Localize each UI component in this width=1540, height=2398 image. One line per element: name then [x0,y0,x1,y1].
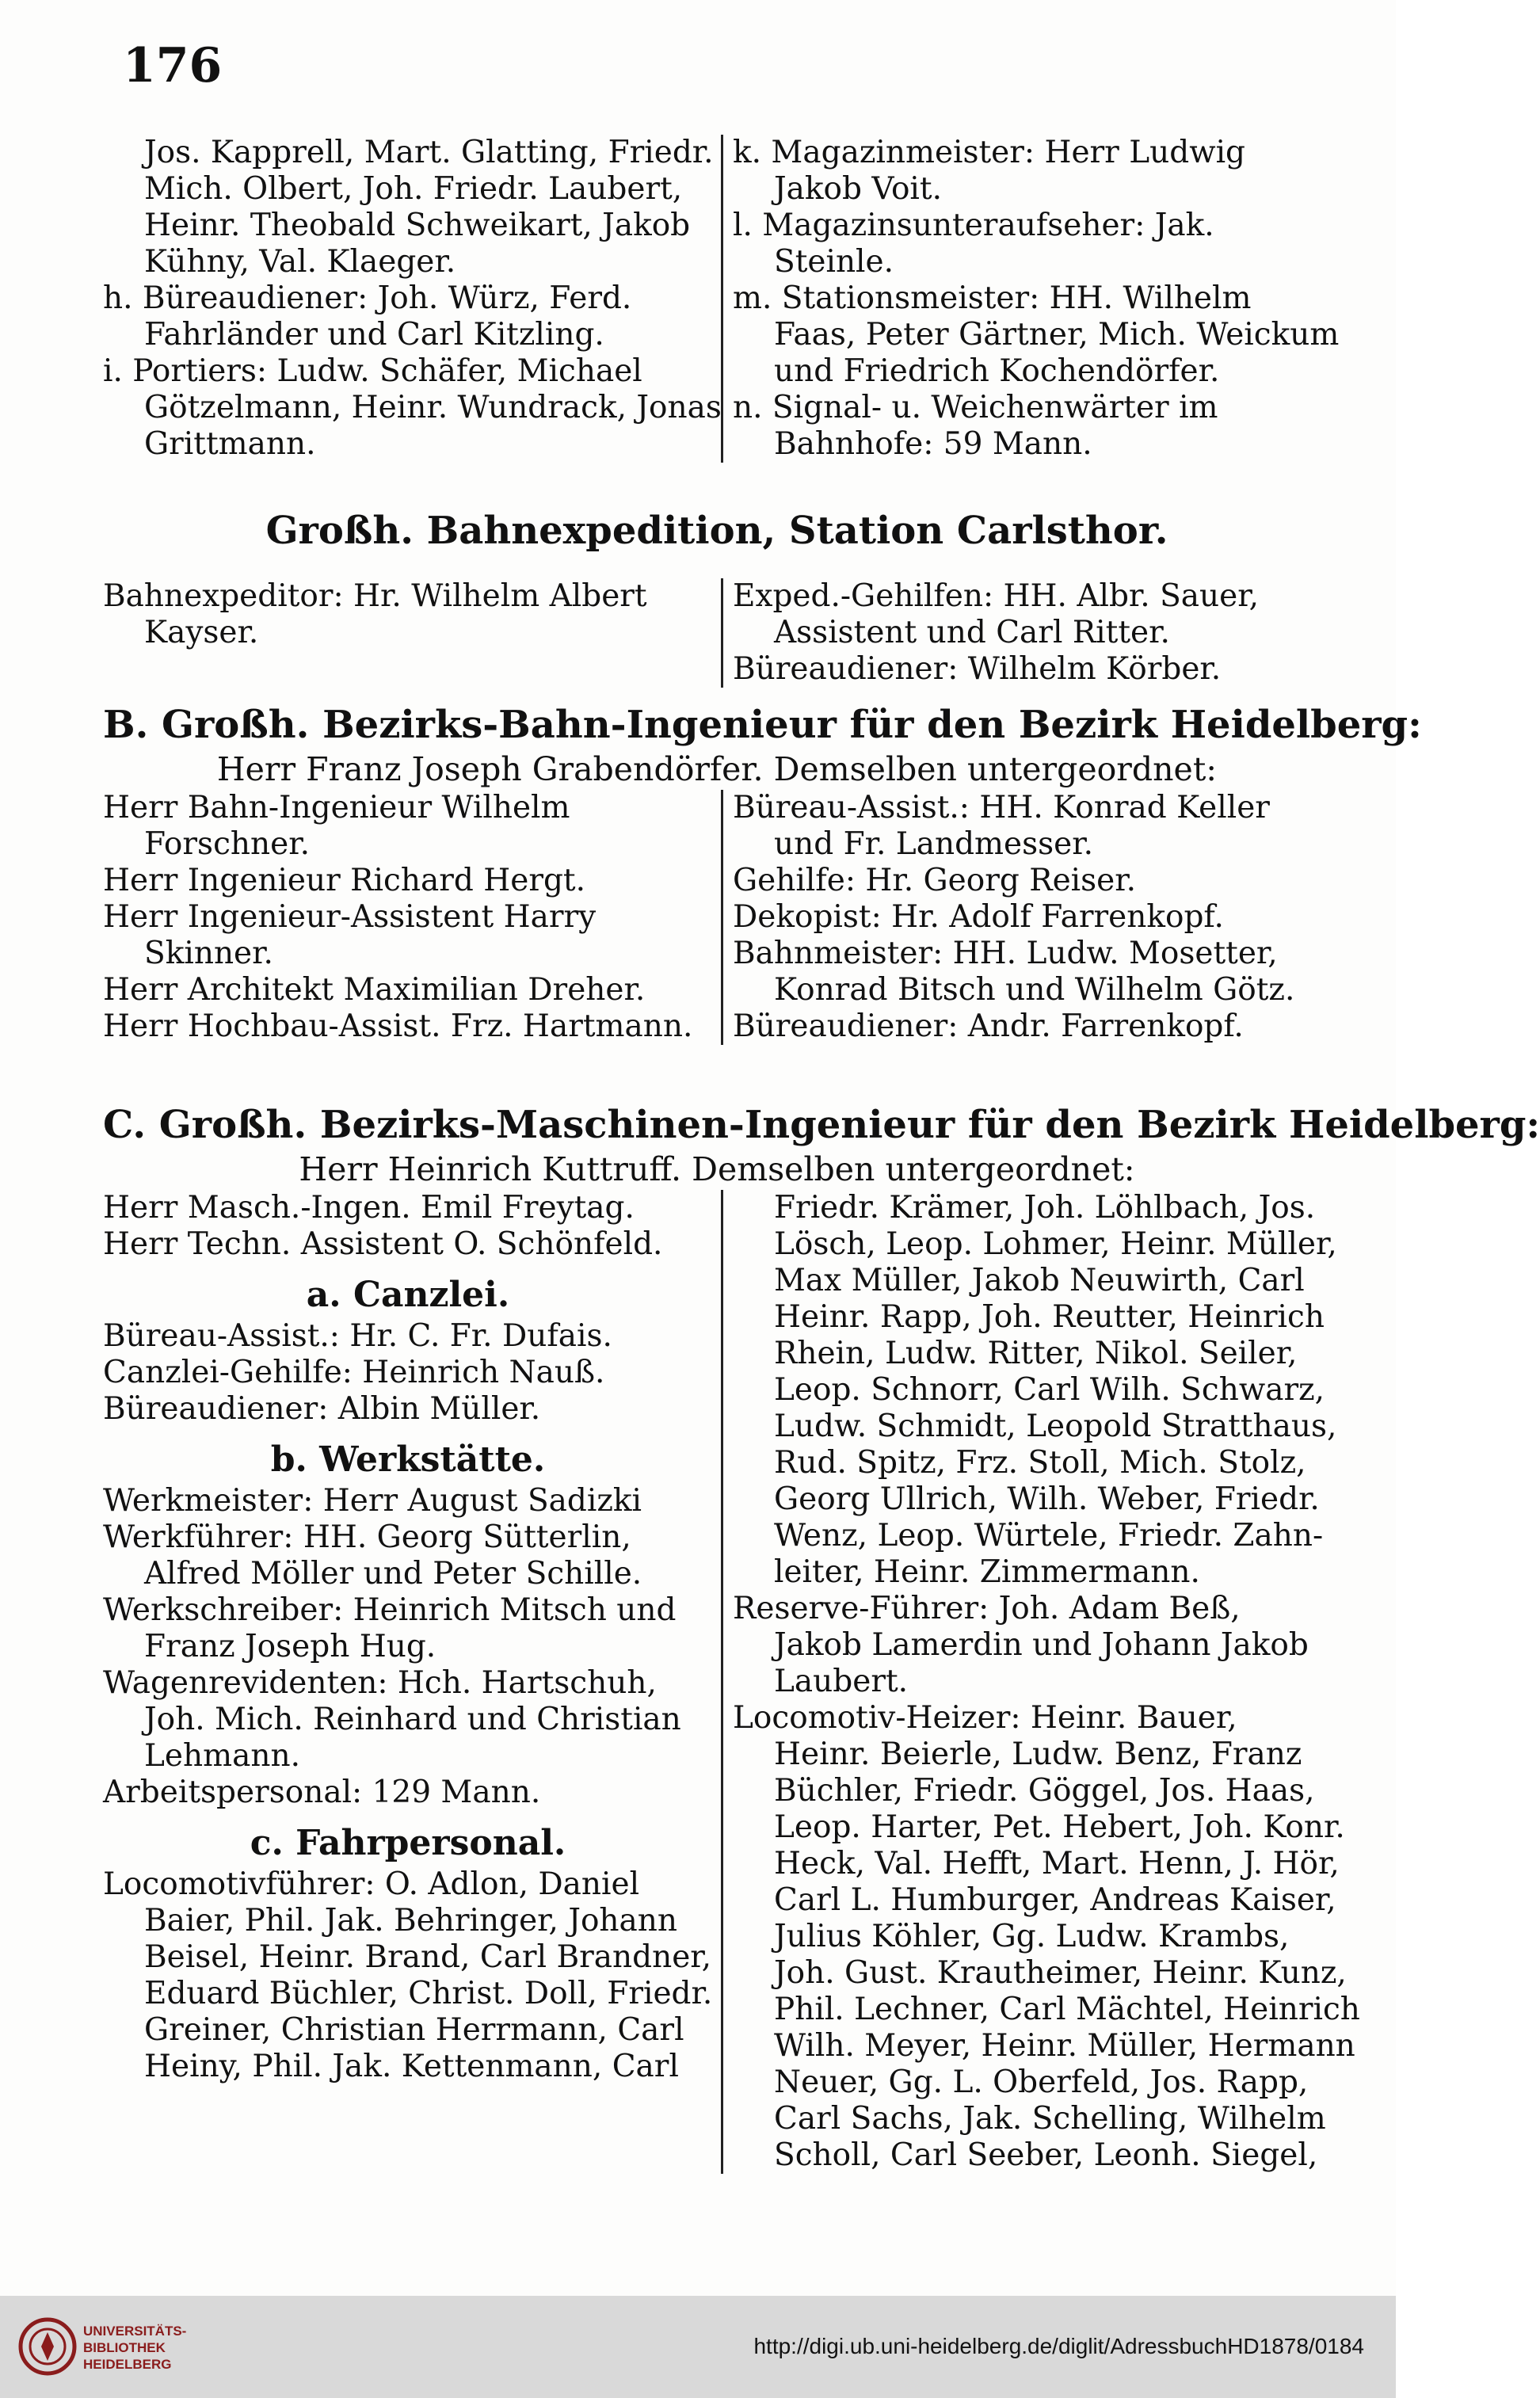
text-line: Wagenrevidenten: Hch. Hartschuh, [103,1665,657,1701]
text-line: Jakob Voit. [774,171,942,207]
text-line: Werkschreiber: Heinrich Mitsch und [103,1592,677,1628]
text-line: Arbeitspersonal: 129 Mann. [103,1775,541,1810]
text-line: Bahnhofe: 59 Mann. [774,426,1092,462]
text-line: Bahnmeister: HH. Ludw. Mosetter, [733,936,1278,971]
bahnexp-right-column [721,578,1331,688]
bahnexpedition-section [103,507,1331,688]
top-section [103,135,1340,463]
text-line: Friedr. Krämer, Joh. Löhlbach, Jos. [774,1190,1316,1226]
text-line: Assistent und Carl Ritter. [774,615,1170,650]
text-line: Heck, Val. Hefft, Mart. Henn, J. Hör, [774,1846,1340,1881]
text-line: Georg Ullrich, Wilh. Weber, Friedr. [774,1481,1320,1517]
text-line: Herr Bahn-Ingenieur Wilhelm [103,790,570,825]
section-b-left-column [103,790,721,1045]
text-line: Dekopist: Hr. Adolf Farrenkopf. [733,899,1224,935]
section-heading: B. Großh. Bezirks-Bahn-Ingenieur für den Bezirk Heidelberg: [103,703,1422,747]
text-line: Büreau-Assist.: Hr. C. Fr. Dufais. [103,1318,612,1354]
bahnexp-left-column [103,578,721,688]
text-line: Herr Hochbau-Assist. Frz. Hartmann. [103,1008,693,1044]
top-left-column [103,135,721,463]
section-subheading: Herr Franz Joseph Grabendörfer. Demselben untergeordnet: [216,750,1218,788]
text-line: n. Signal- u. Weichenwärter im [733,390,1218,425]
text-line: Rud. Spitz, Frz. Stoll, Mich. Stolz, [774,1445,1306,1481]
text-line: leiter, Heinr. Zimmermann. [774,1554,1200,1590]
university-seal-icon [17,2316,78,2377]
text-line: h. Büreaudiener: Joh. Würz, Ferd. [103,280,632,316]
text-line: Kühny, Val. Klaeger. [144,244,456,280]
section-b [103,701,1422,1045]
text-line: Joh. Gust. Krautheimer, Heinr. Kunz, [774,1955,1347,1991]
text-line: Locomotiv-Heizer: Heinr. Bauer, [733,1700,1237,1736]
section-subheading: Herr Heinrich Kuttruff. Demselben untergeordnet: [299,1150,1135,1188]
text-line: Herr Architekt Maximilian Dreher. [103,972,646,1008]
text-line: und Friedrich Kochendörfer. [774,353,1220,389]
text-line: Werkmeister: Herr August Sadizki [103,1483,642,1519]
text-line: Carl Sachs, Jak. Schelling, Wilhelm [774,2101,1326,2137]
text-line: Carl L. Humburger, Andreas Kaiser, [774,1882,1336,1918]
text-line: Max Müller, Jakob Neuwirth, Carl [774,1263,1305,1298]
text-line: Büreau-Assist.: HH. Konrad Keller [733,790,1270,825]
text-line: Bahnexpeditor: Hr. Wilhelm Albert [103,578,647,614]
text-line: Heinr. Theobald Schweikart, Jakob [144,208,691,243]
text-line: Leop. Harter, Pet. Hebert, Joh. Konr. [774,1809,1345,1845]
text-line: Eduard Büchler, Christ. Doll, Friedr. [144,1976,713,2011]
text-line: Phil. Lechner, Carl Mächtel, Heinrich [774,1992,1360,2027]
section-c-left-column [103,1190,721,2174]
institution-line: BIBLIOTHEK [83,2340,166,2355]
text-line: Werkführer: HH. Georg Sütterlin, [103,1519,631,1555]
text-line: Heiny, Phil. Jak. Kettenmann, Carl [144,2049,679,2084]
text-line: Wenz, Leop. Würtele, Friedr. Zahn- [774,1518,1324,1554]
text-line: Mich. Olbert, Joh. Friedr. Laubert, [144,171,683,207]
text-line: Herr Ingenieur Richard Hergt. [103,863,585,898]
institution-name [83,2323,186,2373]
text-line: Herr Ingenieur-Assistent Harry [103,899,597,935]
footer-bar [0,2296,1396,2398]
text-line: Büreaudiener: Albin Müller. [103,1391,541,1427]
page-number: 176 [123,38,223,93]
text-line: Forschner. [144,826,310,862]
text-line: Grittmann. [144,426,316,462]
text-line: Scholl, Carl Seeber, Leonh. Siegel, [774,2137,1318,2173]
text-line: Reserve-Führer: Joh. Adam Beß, [733,1591,1241,1626]
text-line: Locomotivführer: O. Adlon, Daniel [103,1866,640,1902]
text-line: Gehilfe: Hr. Georg Reiser. [733,863,1136,898]
section-c-right-column [721,1190,1360,2174]
section-heading: C. Großh. Bezirks-Maschinen-Ingenieur für den Bezirk Heidelberg: [103,1103,1540,1147]
source-url-link[interactable]: http://digi.ub.uni-heidelberg.de/diglit/AdressbuchHD1878/0184 [753,2334,1364,2358]
text-line: Neuer, Gg. L. Oberfeld, Jos. Rapp, [774,2064,1309,2100]
text-line: Greiner, Christian Herrmann, Carl [144,2012,684,2048]
section-b-right-column [721,790,1331,1045]
section-c [103,1101,1540,2174]
text-line: Lehmann. [144,1738,300,1774]
text-line: Heinr. Rapp, Joh. Reutter, Heinrich [774,1299,1325,1335]
text-line: Jos. Kapprell, Mart. Glatting, Friedr. [144,135,714,170]
text-line: Konrad Bitsch und Wilhelm Götz. [774,972,1295,1008]
text-line: Büreaudiener: Wilhelm Körber. [733,651,1222,687]
subsection-heading: a. Canzlei. [306,1275,510,1315]
text-line: Herr Masch.-Ingen. Emil Freytag. [103,1190,635,1226]
text-line: Baier, Phil. Jak. Behringer, Johann [144,1903,678,1939]
text-line: Skinner. [144,936,273,971]
text-line: Franz Joseph Hug. [144,1629,436,1664]
text-line: Alfred Möller und Peter Schille. [144,1556,642,1592]
text-line: Canzlei-Gehilfe: Heinrich Nauß. [103,1355,605,1390]
institution-line: HEIDELBERG [83,2357,172,2372]
subsection-heading: c. Fahrpersonal. [250,1823,566,1863]
text-line: Exped.-Gehilfen: HH. Albr. Sauer, [733,578,1260,614]
text-line: Beisel, Heinr. Brand, Carl Brandner, [144,1939,712,1975]
text-line: Heinr. Beierle, Ludw. Benz, Franz [774,1737,1302,1772]
text-line: Büreaudiener: Andr. Farrenkopf. [733,1008,1244,1044]
text-line: l. Magazinsunteraufseher: Jak. [733,208,1214,243]
text-line: Jakob Lamerdin und Johann Jakob [774,1627,1309,1663]
text-line: Rhein, Ludw. Ritter, Nikol. Seiler, [774,1336,1298,1371]
text-line: Götzelmann, Heinr. Wundrack, Jonas [144,390,722,425]
text-line: i. Portiers: Ludw. Schäfer, Michael [103,353,642,389]
text-line: Julius Köhler, Gg. Ludw. Krambs, [774,1919,1290,1954]
text-line: Leop. Schnorr, Carl Wilh. Schwarz, [774,1372,1325,1408]
text-line: Herr Techn. Assistent O. Schönfeld. [103,1226,663,1262]
text-line: Ludw. Schmidt, Leopold Stratthaus, [774,1409,1337,1444]
text-line: Steinle. [774,244,894,280]
top-right-column [721,135,1340,463]
text-line: Faas, Peter Gärtner, Mich. Weickum [774,317,1340,353]
text-line: Büchler, Friedr. Göggel, Jos. Haas, [774,1773,1315,1809]
text-line: k. Magazinmeister: Herr Ludwig [733,135,1246,170]
text-line: und Fr. Landmesser. [774,826,1093,862]
text-line: Laubert. [774,1664,909,1699]
section-heading: Großh. Bahnexpedition, Station Carlsthor. [265,509,1168,553]
subsection-heading: b. Werkstätte. [270,1439,546,1480]
institution-line: UNIVERSITÄTS- [83,2324,187,2339]
text-line: m. Stationsmeister: HH. Wilhelm [733,280,1252,316]
text-line: Fahrländer und Carl Kitzling. [144,317,604,353]
text-line: Wilh. Meyer, Heinr. Müller, Hermann [774,2028,1355,2064]
text-line: Joh. Mich. Reinhard und Christian [144,1702,681,1737]
text-line: Lösch, Leop. Lohmer, Heinr. Müller, [774,1226,1337,1262]
text-line: Kayser. [144,615,259,650]
